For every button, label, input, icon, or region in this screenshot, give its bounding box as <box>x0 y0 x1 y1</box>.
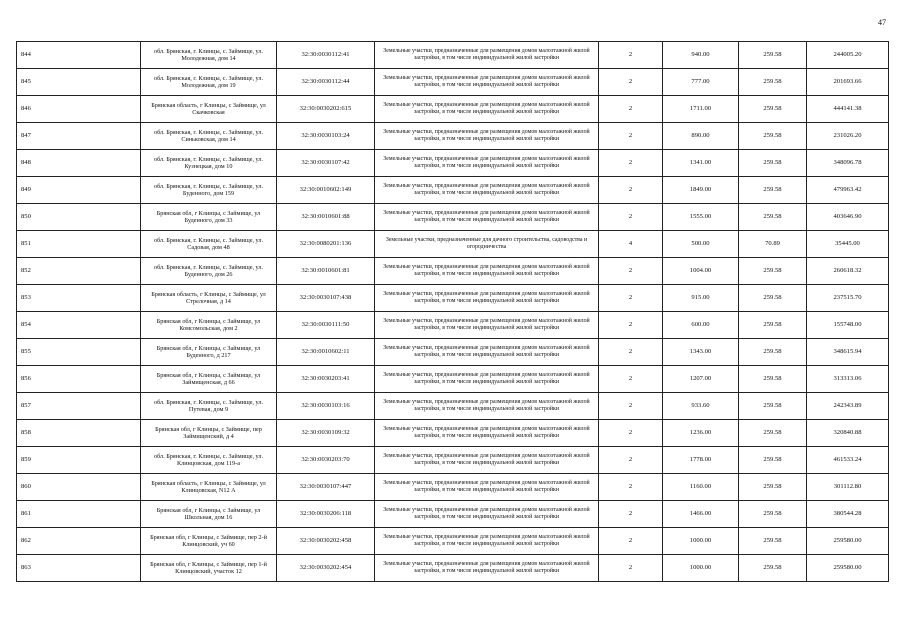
row-number: 846 <box>17 96 141 123</box>
area-cell: 500.00 <box>663 231 739 258</box>
land-use-cell: Земельные участки, предназначенные для размещения домов малоэтажной жилой застройки, в том числе индивидуальной жилой застройки <box>375 528 599 555</box>
category-cell: 2 <box>599 69 663 96</box>
cadastral-number-cell: 32:30:0030206:118 <box>277 501 375 528</box>
cadastral-value-cell: 320840.88 <box>807 420 889 447</box>
category-cell: 2 <box>599 285 663 312</box>
land-use-cell: Земельные участки, предназначенные для размещения домов малоэтажной жилой застройки, в том числе индивидуальной жилой застройки <box>375 69 599 96</box>
cadastral-number-cell: 32:30:0030107:42 <box>277 150 375 177</box>
specific-value-cell: 259.58 <box>739 312 807 339</box>
table-row <box>17 96 889 123</box>
address-cell: обл. Брянская, г. Клинцы, с. Займище, ул. Буденного, дом 26 <box>141 258 277 285</box>
cadastral-number-cell: 32:30:0030203:41 <box>277 366 375 393</box>
specific-value-cell: 259.58 <box>739 555 807 582</box>
row-number: 860 <box>17 474 141 501</box>
address-cell: Брянская обл, г Клинцы, с Займище, ул Школьная, дом 16 <box>141 501 277 528</box>
table-row <box>17 69 889 96</box>
address-cell: Брянская обл, г Клинцы, с Займище, ул Комсомольская, дом 2 <box>141 312 277 339</box>
cadastral-number-cell: 32:30:0030103:16 <box>277 393 375 420</box>
land-use-cell: Земельные участки, предназначенные для размещения домов малоэтажной жилой застройки, в том числе индивидуальной жилой застройки <box>375 96 599 123</box>
land-use-cell: Земельные участки, предназначенные для размещения домов малоэтажной жилой застройки, в том числе индивидуальной жилой застройки <box>375 339 599 366</box>
address-cell: Брянская обл, г Клинцы, с Займище, пер 1-й Клинцовский, участок 12 <box>141 555 277 582</box>
land-use-cell: Земельные участки, предназначенные для размещения домов малоэтажной жилой застройки, в том числе индивидуальной жилой застройки <box>375 366 599 393</box>
category-cell: 2 <box>599 258 663 285</box>
category-cell: 2 <box>599 204 663 231</box>
cadastral-number-cell: 32:30:0030107:438 <box>277 285 375 312</box>
row-number: 859 <box>17 447 141 474</box>
cadastral-number-cell: 32:30:0010601:81 <box>277 258 375 285</box>
table-row <box>17 339 889 366</box>
area-cell: 1236.00 <box>663 420 739 447</box>
address-cell: Брянская обл, г Клинцы, с Займище, пер Займищенский, д 4 <box>141 420 277 447</box>
land-use-cell: Земельные участки, предназначенные для размещения домов малоэтажной жилой застройки, в том числе индивидуальной жилой застройки <box>375 258 599 285</box>
cadastral-number-cell: 32:30:0080201:136 <box>277 231 375 258</box>
specific-value-cell: 259.58 <box>739 420 807 447</box>
address-cell: обл. Брянская, г. Клинцы, с. Займище, ул. Синьковская, дом 14 <box>141 123 277 150</box>
cadastral-value-cell: 403646.90 <box>807 204 889 231</box>
row-number: 852 <box>17 258 141 285</box>
address-cell: Брянская обл, г Клинцы, с Займище, пер 2-й Клинцовский, уч 60 <box>141 528 277 555</box>
address-cell: обл. Брянская, г. Клинцы, с. Займище, ул. Кузнецкая, дом 10 <box>141 150 277 177</box>
category-cell: 2 <box>599 96 663 123</box>
specific-value-cell: 259.58 <box>739 42 807 69</box>
area-cell: 1343.00 <box>663 339 739 366</box>
area-cell: 915.00 <box>663 285 739 312</box>
category-cell: 2 <box>599 42 663 69</box>
address-cell: Брянская область, г Клинцы, с Займище, ул Стрелочная, д 14 <box>141 285 277 312</box>
cadastral-value-cell: 479963.42 <box>807 177 889 204</box>
table-row <box>17 312 889 339</box>
cadastral-number-cell: 32:30:0030103:24 <box>277 123 375 150</box>
cadastral-number-cell: 32:30:0030112:41 <box>277 42 375 69</box>
cadastral-value-cell: 242343.89 <box>807 393 889 420</box>
table-row <box>17 177 889 204</box>
cadastral-value-cell: 244005.20 <box>807 42 889 69</box>
area-cell: 1711.00 <box>663 96 739 123</box>
table-row <box>17 258 889 285</box>
specific-value-cell: 259.58 <box>739 366 807 393</box>
address-cell: обл. Брянская, г. Клинцы, с. Займище, ул. Молодежная, дом 14 <box>141 42 277 69</box>
specific-value-cell: 259.58 <box>739 258 807 285</box>
specific-value-cell: 259.58 <box>739 339 807 366</box>
cadastral-value-cell: 301112.80 <box>807 474 889 501</box>
cadastral-value-cell: 260618.32 <box>807 258 889 285</box>
cadastral-value-cell: 201693.66 <box>807 69 889 96</box>
specific-value-cell: 259.58 <box>739 393 807 420</box>
cadastral-number-cell: 32:30:0030109:32 <box>277 420 375 447</box>
area-cell: 940.00 <box>663 42 739 69</box>
area-cell: 1555.00 <box>663 204 739 231</box>
specific-value-cell: 259.58 <box>739 528 807 555</box>
address-cell: обл. Брянская, г. Клинцы, с. Займище, ул. Буденного, дом 159 <box>141 177 277 204</box>
cadastral-value-cell: 259580.00 <box>807 555 889 582</box>
cadastral-number-cell: 32:30:0030202:458 <box>277 528 375 555</box>
table-row <box>17 231 889 258</box>
page-number: 47 <box>878 18 886 27</box>
land-use-cell: Земельные участки, предназначенные для размещения домов малоэтажной жилой застройки, в том числе индивидуальной жилой застройки <box>375 447 599 474</box>
category-cell: 2 <box>599 312 663 339</box>
specific-value-cell: 259.58 <box>739 177 807 204</box>
cadastral-value-cell: 237515.70 <box>807 285 889 312</box>
row-number: 848 <box>17 150 141 177</box>
row-number: 847 <box>17 123 141 150</box>
row-number: 844 <box>17 42 141 69</box>
area-cell: 1207.00 <box>663 366 739 393</box>
category-cell: 2 <box>599 339 663 366</box>
category-cell: 2 <box>599 420 663 447</box>
specific-value-cell: 259.58 <box>739 447 807 474</box>
row-number: 858 <box>17 420 141 447</box>
land-use-cell: Земельные участки, предназначенные для размещения домов малоэтажной жилой застройки, в том числе индивидуальной жилой застройки <box>375 177 599 204</box>
table-row <box>17 447 889 474</box>
cadastral-value-cell: 155748.00 <box>807 312 889 339</box>
category-cell: 2 <box>599 177 663 204</box>
category-cell: 2 <box>599 528 663 555</box>
address-cell: Брянская обл, г Клинцы, с Займище, ул Буденного, д 217 <box>141 339 277 366</box>
specific-value-cell: 259.58 <box>739 150 807 177</box>
address-cell: обл. Брянская, г. Клинцы, с. Займище, ул. Путевая, дом 9 <box>141 393 277 420</box>
area-cell: 933.60 <box>663 393 739 420</box>
specific-value-cell: 259.58 <box>739 204 807 231</box>
table-row <box>17 420 889 447</box>
cadastral-number-cell: 32:30:0030112:44 <box>277 69 375 96</box>
area-cell: 1466.00 <box>663 501 739 528</box>
specific-value-cell: 259.58 <box>739 474 807 501</box>
land-use-cell: Земельные участки, предназначенные для размещения домов малоэтажной жилой застройки, в том числе индивидуальной жилой застройки <box>375 474 599 501</box>
specific-value-cell: 259.58 <box>739 501 807 528</box>
category-cell: 2 <box>599 501 663 528</box>
land-use-cell: Земельные участки, предназначенные для размещения домов малоэтажной жилой застройки, в том числе индивидуальной жилой застройки <box>375 42 599 69</box>
land-use-cell: Земельные участки, предназначенные для размещения домов малоэтажной жилой застройки, в том числе индивидуальной жилой застройки <box>375 285 599 312</box>
area-cell: 890.00 <box>663 123 739 150</box>
row-number: 849 <box>17 177 141 204</box>
cadastral-number-cell: 32:30:0010601:88 <box>277 204 375 231</box>
address-cell: Брянская обл, г Клинцы, с Займище, ул Займищенская, д 66 <box>141 366 277 393</box>
cadastral-number-cell: 32:30:0030111:50 <box>277 312 375 339</box>
address-cell: Брянская обл, г Клинцы, с Займище, ул Буденного, дом 33 <box>141 204 277 231</box>
category-cell: 2 <box>599 123 663 150</box>
category-cell: 2 <box>599 366 663 393</box>
area-cell: 777.00 <box>663 69 739 96</box>
category-cell: 2 <box>599 150 663 177</box>
cadastral-value-cell: 461533.24 <box>807 447 889 474</box>
cadastral-number-cell: 32:30:0030203:70 <box>277 447 375 474</box>
cadastral-number-cell: 32:30:0030107:447 <box>277 474 375 501</box>
land-use-cell: Земельные участки, предназначенные для дачного строительства, садоводства и огородничества <box>375 231 599 258</box>
category-cell: 2 <box>599 393 663 420</box>
table-row <box>17 501 889 528</box>
cadastral-value-cell: 259580.00 <box>807 528 889 555</box>
table-row <box>17 555 889 582</box>
address-cell: обл. Брянская, г. Клинцы, с. Займище, ул. Садовая, дом 48 <box>141 231 277 258</box>
land-use-cell: Земельные участки, предназначенные для размещения домов малоэтажной жилой застройки, в том числе индивидуальной жилой застройки <box>375 312 599 339</box>
specific-value-cell: 259.58 <box>739 96 807 123</box>
address-cell: обл. Брянская, г. Клинцы, с. Займище, ул. Клинцовская, дом 119-а <box>141 447 277 474</box>
area-cell: 1000.00 <box>663 555 739 582</box>
cadastral-value-cell: 313313.06 <box>807 366 889 393</box>
specific-value-cell: 259.58 <box>739 123 807 150</box>
table-row <box>17 42 889 69</box>
cadastral-value-cell: 380544.28 <box>807 501 889 528</box>
table-row <box>17 528 889 555</box>
area-cell: 1000.00 <box>663 528 739 555</box>
row-number: 855 <box>17 339 141 366</box>
land-use-cell: Земельные участки, предназначенные для размещения домов малоэтажной жилой застройки, в том числе индивидуальной жилой застройки <box>375 150 599 177</box>
table-row <box>17 204 889 231</box>
table-row <box>17 123 889 150</box>
cadastral-number-cell: 32:30:0030202:454 <box>277 555 375 582</box>
table-row <box>17 366 889 393</box>
category-cell: 2 <box>599 447 663 474</box>
row-number: 856 <box>17 366 141 393</box>
address-cell: обл. Брянская, г. Клинцы, с. Займище, ул. Молодежная, дом 19 <box>141 69 277 96</box>
cadastral-value-cell: 35445.00 <box>807 231 889 258</box>
cadastral-value-table <box>16 41 889 582</box>
area-cell: 1849.00 <box>663 177 739 204</box>
row-number: 850 <box>17 204 141 231</box>
row-number: 845 <box>17 69 141 96</box>
table-row <box>17 393 889 420</box>
specific-value-cell: 259.58 <box>739 285 807 312</box>
cadastral-value-cell: 231026.20 <box>807 123 889 150</box>
row-number: 861 <box>17 501 141 528</box>
area-cell: 1778.00 <box>663 447 739 474</box>
category-cell: 4 <box>599 231 663 258</box>
table-body <box>17 42 889 582</box>
specific-value-cell: 259.58 <box>739 69 807 96</box>
category-cell: 2 <box>599 474 663 501</box>
cadastral-number-cell: 32:30:0030202:615 <box>277 96 375 123</box>
address-cell: Брянская область, г Клинцы, с Займище, ул Клинцовская, N12 А <box>141 474 277 501</box>
area-cell: 600.00 <box>663 312 739 339</box>
land-use-cell: Земельные участки, предназначенные для размещения домов малоэтажной жилой застройки, в том числе индивидуальной жилой застройки <box>375 501 599 528</box>
specific-value-cell: 70.89 <box>739 231 807 258</box>
row-number: 851 <box>17 231 141 258</box>
land-use-cell: Земельные участки, предназначенные для размещения домов малоэтажной жилой застройки, в том числе индивидуальной жилой застройки <box>375 204 599 231</box>
row-number: 857 <box>17 393 141 420</box>
row-number: 853 <box>17 285 141 312</box>
land-use-cell: Земельные участки, предназначенные для размещения домов малоэтажной жилой застройки, в том числе индивидуальной жилой застройки <box>375 555 599 582</box>
category-cell: 2 <box>599 555 663 582</box>
row-number: 854 <box>17 312 141 339</box>
address-cell: Брянская область, г Клинцы, с Займище, ул Скачковская <box>141 96 277 123</box>
cadastral-number-cell: 32:30:0010602:149 <box>277 177 375 204</box>
cadastral-value-cell: 348615.94 <box>807 339 889 366</box>
cadastral-value-cell: 444141.38 <box>807 96 889 123</box>
table-row <box>17 474 889 501</box>
cadastral-number-cell: 32:30:0010602:11 <box>277 339 375 366</box>
table-row <box>17 150 889 177</box>
row-number: 862 <box>17 528 141 555</box>
table-row <box>17 285 889 312</box>
area-cell: 1004.00 <box>663 258 739 285</box>
land-use-cell: Земельные участки, предназначенные для размещения домов малоэтажной жилой застройки, в том числе индивидуальной жилой застройки <box>375 123 599 150</box>
area-cell: 1341.00 <box>663 150 739 177</box>
cadastral-value-cell: 348096.78 <box>807 150 889 177</box>
area-cell: 1160.00 <box>663 474 739 501</box>
land-use-cell: Земельные участки, предназначенные для размещения домов малоэтажной жилой застройки, в том числе индивидуальной жилой застройки <box>375 393 599 420</box>
row-number: 863 <box>17 555 141 582</box>
land-use-cell: Земельные участки, предназначенные для размещения домов малоэтажной жилой застройки, в том числе индивидуальной жилой застройки <box>375 420 599 447</box>
